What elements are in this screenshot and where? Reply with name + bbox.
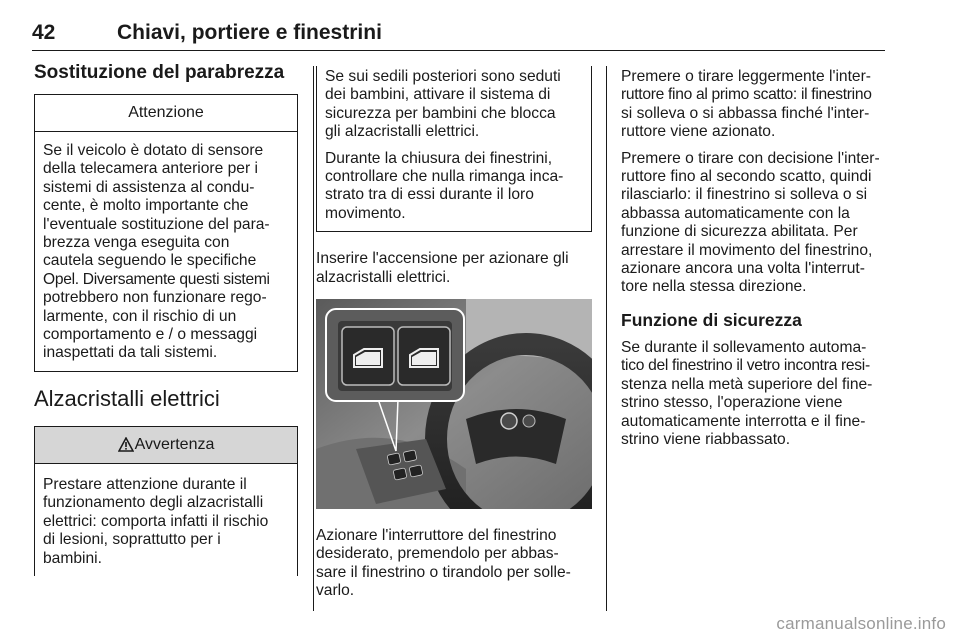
second-detent-paragraph: Premere o tirare con decisione l'inter- ruttore fino al secondo scatto, quindi rilasciarlo: il finestrino si solleva o si abbassa automaticamente con la funzione di sicurezza abilitata. Per arrestare il movimento del finestrino, azionare ancora una volta l'interrut- tore nella stessa direzione.: [621, 149, 880, 296]
warning-box-header: [35, 427, 297, 464]
child-safety-text: Se sui sedili posteriori sono seduti dei bambini, attivare il sistema di sicurezza per bambini che blocca gli alzacristalli elettrici.: [325, 68, 561, 141]
page-number: 42: [32, 21, 56, 44]
right-column: [621, 68, 889, 449]
column-divider-right: [606, 66, 607, 611]
power-window-switch-photo: [316, 299, 592, 509]
warning-box-body: [35, 464, 297, 576]
operate-switch-paragraph: Azionare l'interruttore del finestrino desiderato, premendolo per abbas- sare il finestrino o tirandolo per solle- varlo.: [316, 527, 571, 600]
page-header: [32, 20, 885, 51]
middle-column: [316, 66, 592, 601]
column-divider-left: [313, 66, 314, 611]
warning-triangle-icon: [118, 437, 134, 452]
left-column: [34, 62, 298, 576]
attention-box-title: Attenzione: [35, 95, 297, 132]
section-title-power-windows: Alzacristalli elettrici: [34, 385, 220, 411]
watermark: carmanualsonline.info: [776, 614, 946, 633]
warning-box-title: Avvertenza: [134, 435, 215, 453]
attention-text: Se il veicolo è dotato di sensore della telecamera anteriore per i sistemi di assistenza al condu- cente, è molto importante che l'eventuale sostituzione del para- brezza venga eseguita con cautela seguendo le specifiche Opel. Diversamente questi sistemi potrebbero non funzionare rego- larmente, con il rischio di un comportamento e / o messaggi inaspettati da tali sistemi.: [43, 142, 270, 362]
chapter-title: Chiavi, portiere e finestrini: [117, 21, 382, 44]
section-title-windscreen: Sostituzione del parabrezza: [34, 62, 285, 83]
child-safety-box: [316, 66, 592, 232]
attention-box: [34, 94, 298, 372]
ignition-paragraph: Inserire l'accensione per azionare gli alzacristalli elettrici.: [316, 250, 569, 286]
safety-function-paragraph: Se durante il sollevamento automa- tico del finestrino il vetro incontra resi- stenza nella metà superiore del fine- strino stesso, l'operazione viene automaticamente interrotta e il fine- strino viene riabbassato.: [621, 338, 873, 448]
safety-function-heading: Funzione di sicurezza: [621, 309, 802, 330]
closing-caution-text: Durante la chiusura dei finestrini, controllare che nulla rimanga inca- strato tra di essi durante il loro movimento.: [325, 149, 564, 222]
first-detent-paragraph: Premere o tirare leggermente l'inter- ruttore fino al primo scatto: il finestrino si solleva o si abbassa finché l'inter- ruttore viene azionato.: [621, 68, 872, 141]
warning-box: [34, 426, 298, 576]
warning-text: Prestare attenzione durante il funzionamento degli alzacristalli elettrici: comporta infatti il rischio di lesioni, soprattutto per i bambini.: [43, 475, 269, 567]
attention-box-body: [35, 132, 297, 371]
